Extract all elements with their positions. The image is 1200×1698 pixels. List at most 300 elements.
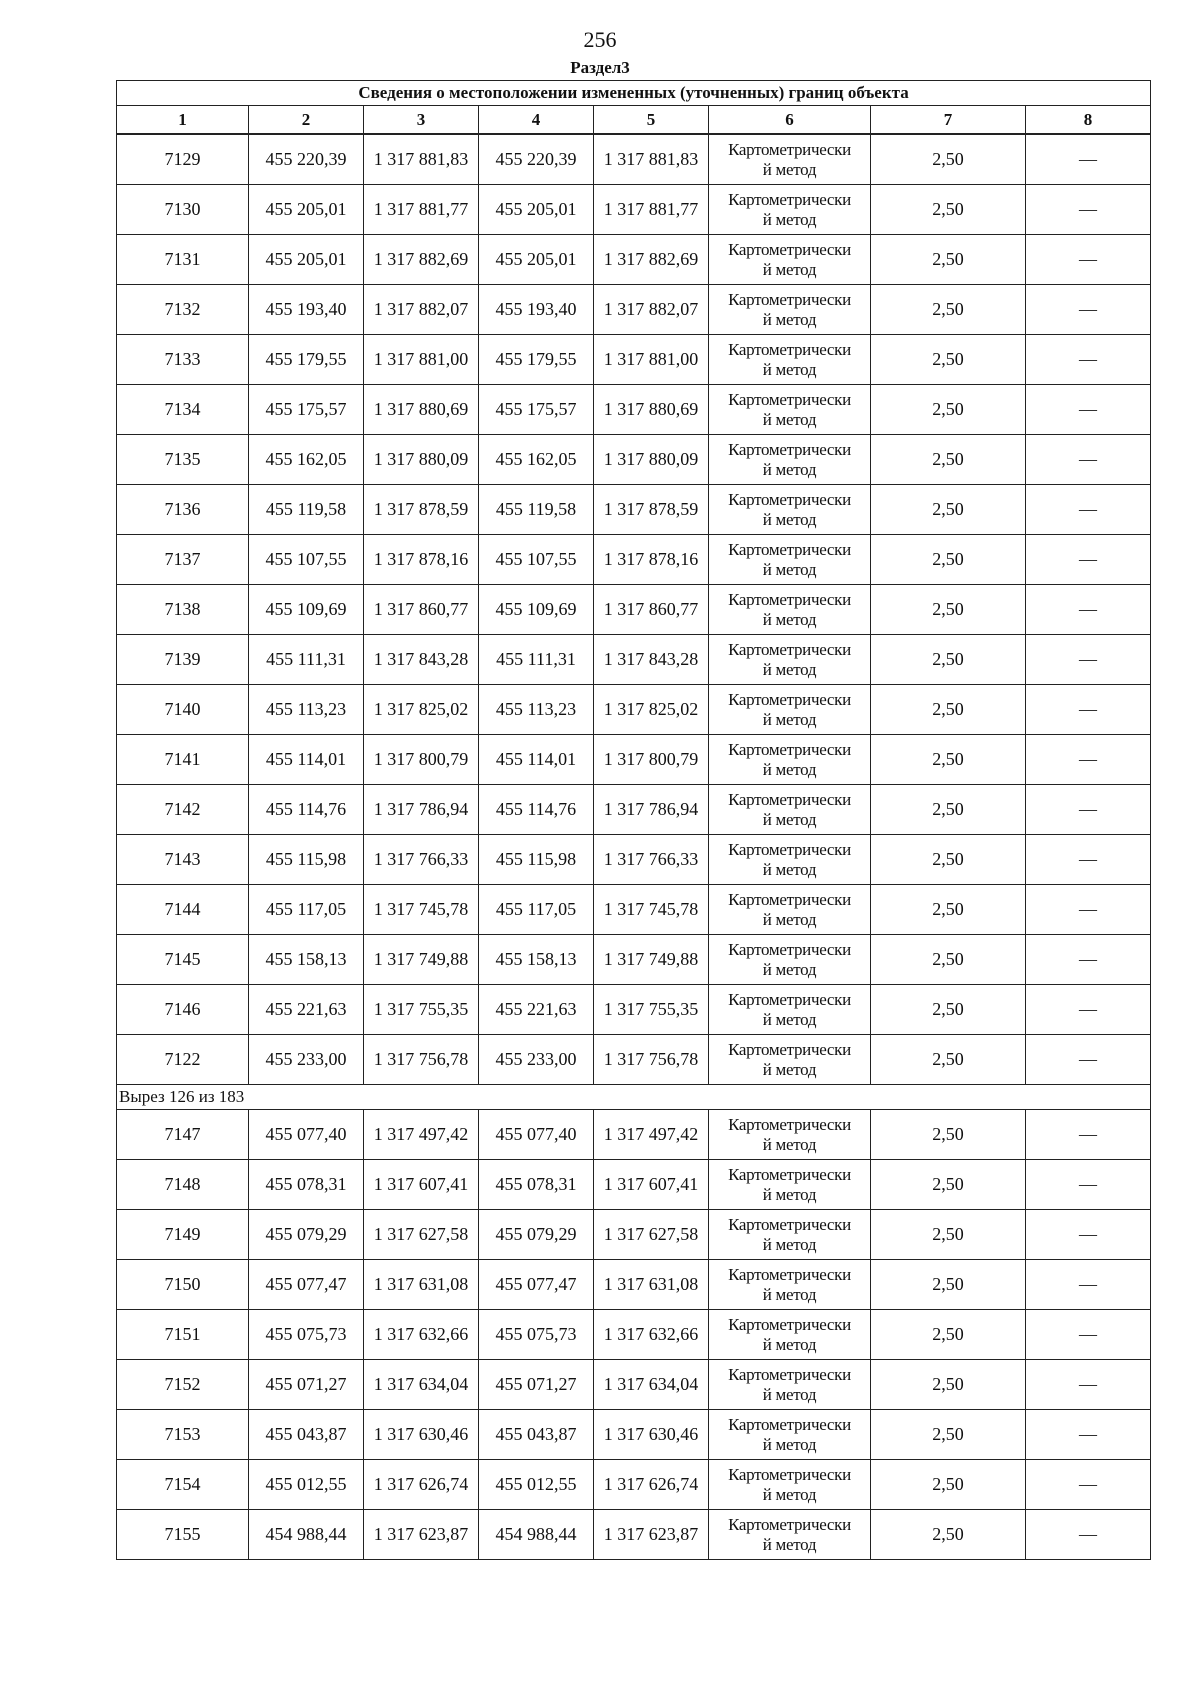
method-line-2: й метод <box>762 659 817 679</box>
existing-x-cell: 455 205,01 <box>249 235 364 285</box>
new-y-cell: 1 317 632,66 <box>594 1310 709 1360</box>
accuracy-cell: 2,50 <box>871 335 1026 385</box>
method-cell <box>709 1510 871 1560</box>
accuracy-cell: 2,50 <box>871 285 1026 335</box>
new-y-cell: 1 317 745,78 <box>594 885 709 935</box>
table-row <box>117 685 1151 735</box>
new-y-cell: 1 317 749,88 <box>594 935 709 985</box>
method-line-1: Картометрически <box>728 489 851 509</box>
new-y-cell: 1 317 607,41 <box>594 1160 709 1210</box>
table-row <box>117 1210 1151 1260</box>
new-x-cell: 455 113,23 <box>479 685 594 735</box>
existing-y-cell: 1 317 878,59 <box>364 485 479 535</box>
existing-y-cell: 1 317 630,46 <box>364 1410 479 1460</box>
method-line-1: Картометрически <box>728 989 851 1009</box>
existing-x-cell: 455 111,31 <box>249 635 364 685</box>
new-x-cell: 455 158,13 <box>479 935 594 985</box>
table-row <box>117 635 1151 685</box>
method-line-2: й метод <box>762 1134 817 1154</box>
method-line-1: Картометрически <box>728 1464 851 1484</box>
method-cell <box>709 1035 871 1085</box>
existing-y-cell: 1 317 843,28 <box>364 635 479 685</box>
method-line-2: й метод <box>762 1234 817 1254</box>
method-line-2: й метод <box>762 259 817 279</box>
accuracy-cell: 2,50 <box>871 835 1026 885</box>
new-x-cell: 455 077,47 <box>479 1260 594 1310</box>
method-line-1: Картометрически <box>728 1164 851 1184</box>
existing-x-cell: 455 113,23 <box>249 685 364 735</box>
new-y-cell: 1 317 881,00 <box>594 335 709 385</box>
new-x-cell: 455 233,00 <box>479 1035 594 1085</box>
method-line-2: й метод <box>762 559 817 579</box>
method-line-1: Картометрически <box>728 1314 851 1334</box>
point-number-cell: 7129 <box>117 134 249 185</box>
method-line-2: й метод <box>762 759 817 779</box>
accuracy-cell: 2,50 <box>871 985 1026 1035</box>
new-y-cell: 1 317 497,42 <box>594 1110 709 1160</box>
method-line-1: Картометрически <box>728 539 851 559</box>
table-caption-row <box>117 81 1151 106</box>
description-cell: — <box>1026 635 1151 685</box>
method-cell <box>709 735 871 785</box>
point-number-cell: 7148 <box>117 1160 249 1210</box>
existing-y-cell: 1 317 497,42 <box>364 1110 479 1160</box>
table-row <box>117 1260 1151 1310</box>
new-y-cell: 1 317 881,83 <box>594 134 709 185</box>
existing-x-cell: 455 221,63 <box>249 985 364 1035</box>
existing-x-cell: 455 158,13 <box>249 935 364 985</box>
existing-y-cell: 1 317 632,66 <box>364 1310 479 1360</box>
new-x-cell: 455 071,27 <box>479 1360 594 1410</box>
new-x-cell: 455 114,01 <box>479 735 594 785</box>
method-cell <box>709 1410 871 1460</box>
existing-y-cell: 1 317 881,00 <box>364 335 479 385</box>
new-y-cell: 1 317 786,94 <box>594 785 709 835</box>
existing-x-cell: 455 071,27 <box>249 1360 364 1410</box>
point-number-cell: 7132 <box>117 285 249 335</box>
table-row <box>117 385 1151 435</box>
method-line-2: й метод <box>762 359 817 379</box>
existing-x-cell: 455 107,55 <box>249 535 364 585</box>
description-cell: — <box>1026 385 1151 435</box>
existing-y-cell: 1 317 882,69 <box>364 235 479 285</box>
new-x-cell: 455 077,40 <box>479 1110 594 1160</box>
description-cell: — <box>1026 935 1151 985</box>
table-row <box>117 1360 1151 1410</box>
new-y-cell: 1 317 843,28 <box>594 635 709 685</box>
description-cell: — <box>1026 1035 1151 1085</box>
accuracy-cell: 2,50 <box>871 385 1026 435</box>
description-cell: — <box>1026 785 1151 835</box>
description-cell: — <box>1026 185 1151 235</box>
method-cell <box>709 685 871 735</box>
point-number-cell: 7130 <box>117 185 249 235</box>
new-y-cell: 1 317 800,79 <box>594 735 709 785</box>
description-cell: — <box>1026 1360 1151 1410</box>
point-number-cell: 7131 <box>117 235 249 285</box>
method-line-2: й метод <box>762 409 817 429</box>
new-y-cell: 1 317 766,33 <box>594 835 709 885</box>
method-line-2: й метод <box>762 809 817 829</box>
existing-x-cell: 455 077,40 <box>249 1110 364 1160</box>
accuracy-cell: 2,50 <box>871 935 1026 985</box>
group-label-row <box>117 1085 1151 1110</box>
description-cell: — <box>1026 1410 1151 1460</box>
accuracy-cell: 2,50 <box>871 1510 1026 1560</box>
method-cell <box>709 1310 871 1360</box>
new-x-cell: 455 012,55 <box>479 1460 594 1510</box>
point-number-cell: 7152 <box>117 1360 249 1410</box>
method-line-2: й метод <box>762 1534 817 1554</box>
method-cell <box>709 635 871 685</box>
table-row <box>117 785 1151 835</box>
method-line-2: й метод <box>762 509 817 529</box>
point-number-cell: 7149 <box>117 1210 249 1260</box>
point-number-cell: 7147 <box>117 1110 249 1160</box>
method-cell <box>709 785 871 835</box>
existing-x-cell: 455 077,47 <box>249 1260 364 1310</box>
method-line-1: Картометрически <box>728 339 851 359</box>
new-y-cell: 1 317 634,04 <box>594 1360 709 1410</box>
column-header: 3 <box>364 106 479 135</box>
method-line-2: й метод <box>762 909 817 929</box>
description-cell: — <box>1026 1510 1151 1560</box>
existing-y-cell: 1 317 825,02 <box>364 685 479 735</box>
table-row <box>117 134 1151 185</box>
accuracy-cell: 2,50 <box>871 685 1026 735</box>
method-cell <box>709 235 871 285</box>
existing-y-cell: 1 317 627,58 <box>364 1210 479 1260</box>
method-line-2: й метод <box>762 959 817 979</box>
existing-y-cell: 1 317 880,69 <box>364 385 479 435</box>
table-row <box>117 1460 1151 1510</box>
point-number-cell: 7134 <box>117 385 249 435</box>
method-line-1: Картометрически <box>728 789 851 809</box>
point-number-cell: 7153 <box>117 1410 249 1460</box>
table-row <box>117 1510 1151 1560</box>
existing-x-cell: 455 179,55 <box>249 335 364 385</box>
description-cell: — <box>1026 885 1151 935</box>
new-y-cell: 1 317 860,77 <box>594 585 709 635</box>
method-cell <box>709 134 871 185</box>
existing-x-cell: 455 175,57 <box>249 385 364 435</box>
new-y-cell: 1 317 881,77 <box>594 185 709 235</box>
table-row <box>117 835 1151 885</box>
existing-y-cell: 1 317 882,07 <box>364 285 479 335</box>
method-line-1: Картометрически <box>728 1514 851 1534</box>
new-y-cell: 1 317 756,78 <box>594 1035 709 1085</box>
accuracy-cell: 2,50 <box>871 435 1026 485</box>
new-x-cell: 455 175,57 <box>479 385 594 435</box>
description-cell: — <box>1026 1210 1151 1260</box>
new-y-cell: 1 317 878,16 <box>594 535 709 585</box>
new-x-cell: 455 075,73 <box>479 1310 594 1360</box>
method-cell <box>709 385 871 435</box>
existing-y-cell: 1 317 800,79 <box>364 735 479 785</box>
method-line-1: Картометрически <box>728 1214 851 1234</box>
column-header: 6 <box>709 106 871 135</box>
new-y-cell: 1 317 627,58 <box>594 1210 709 1260</box>
method-line-2: й метод <box>762 1059 817 1079</box>
method-line-1: Картометрически <box>728 439 851 459</box>
method-cell <box>709 435 871 485</box>
description-cell: — <box>1026 134 1151 185</box>
table-row <box>117 735 1151 785</box>
table-body <box>117 81 1151 1560</box>
description-cell: — <box>1026 285 1151 335</box>
method-cell <box>709 1360 871 1410</box>
description-cell: — <box>1026 235 1151 285</box>
table-row <box>117 485 1151 535</box>
table-row <box>117 935 1151 985</box>
new-y-cell: 1 317 882,69 <box>594 235 709 285</box>
method-line-1: Картометрически <box>728 739 851 759</box>
point-number-cell: 7122 <box>117 1035 249 1085</box>
existing-y-cell: 1 317 631,08 <box>364 1260 479 1310</box>
method-cell <box>709 1210 871 1260</box>
existing-x-cell: 455 205,01 <box>249 185 364 235</box>
method-cell <box>709 585 871 635</box>
method-cell <box>709 1160 871 1210</box>
accuracy-cell: 2,50 <box>871 885 1026 935</box>
new-y-cell: 1 317 755,35 <box>594 985 709 1035</box>
method-line-1: Картометрически <box>728 689 851 709</box>
new-y-cell: 1 317 880,69 <box>594 385 709 435</box>
method-cell <box>709 885 871 935</box>
table-row <box>117 585 1151 635</box>
method-cell <box>709 535 871 585</box>
method-line-2: й метод <box>762 459 817 479</box>
new-x-cell: 455 079,29 <box>479 1210 594 1260</box>
accuracy-cell: 2,50 <box>871 1035 1026 1085</box>
new-x-cell: 455 221,63 <box>479 985 594 1035</box>
existing-y-cell: 1 317 786,94 <box>364 785 479 835</box>
method-line-1: Картометрически <box>728 239 851 259</box>
description-cell: — <box>1026 1260 1151 1310</box>
point-number-cell: 7135 <box>117 435 249 485</box>
point-number-cell: 7154 <box>117 1460 249 1510</box>
method-line-1: Картометрически <box>728 1114 851 1134</box>
method-line-2: й метод <box>762 1484 817 1504</box>
accuracy-cell: 2,50 <box>871 235 1026 285</box>
existing-y-cell: 1 317 880,09 <box>364 435 479 485</box>
accuracy-cell: 2,50 <box>871 1460 1026 1510</box>
table-caption: Сведения о местоположении измененных (уточненных) границ объекта <box>117 81 1151 106</box>
table-row <box>117 1110 1151 1160</box>
column-number-row <box>117 106 1151 135</box>
point-number-cell: 7146 <box>117 985 249 1035</box>
method-line-1: Картометрически <box>728 389 851 409</box>
description-cell: — <box>1026 335 1151 385</box>
new-x-cell: 455 117,05 <box>479 885 594 935</box>
description-cell: — <box>1026 1310 1151 1360</box>
description-cell: — <box>1026 535 1151 585</box>
existing-y-cell: 1 317 634,04 <box>364 1360 479 1410</box>
method-cell <box>709 935 871 985</box>
description-cell: — <box>1026 735 1151 785</box>
new-y-cell: 1 317 626,74 <box>594 1460 709 1510</box>
point-number-cell: 7140 <box>117 685 249 735</box>
point-number-cell: 7139 <box>117 635 249 685</box>
new-x-cell: 455 205,01 <box>479 235 594 285</box>
column-header: 4 <box>479 106 594 135</box>
new-x-cell: 455 111,31 <box>479 635 594 685</box>
new-y-cell: 1 317 630,46 <box>594 1410 709 1460</box>
method-line-2: й метод <box>762 209 817 229</box>
existing-y-cell: 1 317 755,35 <box>364 985 479 1035</box>
method-cell <box>709 1110 871 1160</box>
existing-y-cell: 1 317 749,88 <box>364 935 479 985</box>
existing-x-cell: 455 114,01 <box>249 735 364 785</box>
existing-x-cell: 455 119,58 <box>249 485 364 535</box>
existing-y-cell: 1 317 745,78 <box>364 885 479 935</box>
method-line-1: Картометрически <box>728 289 851 309</box>
method-cell <box>709 1260 871 1310</box>
existing-y-cell: 1 317 878,16 <box>364 535 479 585</box>
accuracy-cell: 2,50 <box>871 1410 1026 1460</box>
method-line-1: Картометрически <box>728 939 851 959</box>
existing-x-cell: 455 115,98 <box>249 835 364 885</box>
new-y-cell: 1 317 880,09 <box>594 435 709 485</box>
method-cell <box>709 1460 871 1510</box>
existing-y-cell: 1 317 607,41 <box>364 1160 479 1210</box>
method-line-1: Картометрически <box>728 589 851 609</box>
method-line-2: й метод <box>762 309 817 329</box>
point-number-cell: 7136 <box>117 485 249 535</box>
method-line-2: й метод <box>762 859 817 879</box>
accuracy-cell: 2,50 <box>871 1160 1026 1210</box>
table-row <box>117 435 1151 485</box>
new-x-cell: 455 220,39 <box>479 134 594 185</box>
new-x-cell: 455 114,76 <box>479 785 594 835</box>
table-row <box>117 885 1151 935</box>
method-cell <box>709 285 871 335</box>
existing-y-cell: 1 317 623,87 <box>364 1510 479 1560</box>
table-row <box>117 335 1151 385</box>
new-x-cell: 455 107,55 <box>479 535 594 585</box>
method-line-1: Картометрически <box>728 639 851 659</box>
table-row <box>117 1310 1151 1360</box>
method-line-1: Картометрически <box>728 1039 851 1059</box>
method-line-1: Картометрически <box>728 1364 851 1384</box>
accuracy-cell: 2,50 <box>871 134 1026 185</box>
existing-y-cell: 1 317 860,77 <box>364 585 479 635</box>
accuracy-cell: 2,50 <box>871 485 1026 535</box>
method-line-2: й метод <box>762 159 817 179</box>
method-line-1: Картометрически <box>728 139 851 159</box>
table-row <box>117 185 1151 235</box>
method-line-1: Картометрически <box>728 1264 851 1284</box>
existing-y-cell: 1 317 881,77 <box>364 185 479 235</box>
existing-x-cell: 455 193,40 <box>249 285 364 335</box>
point-number-cell: 7144 <box>117 885 249 935</box>
new-x-cell: 455 043,87 <box>479 1410 594 1460</box>
new-y-cell: 1 317 623,87 <box>594 1510 709 1560</box>
description-cell: — <box>1026 685 1151 735</box>
existing-x-cell: 455 114,76 <box>249 785 364 835</box>
table-row <box>117 535 1151 585</box>
new-y-cell: 1 317 882,07 <box>594 285 709 335</box>
description-cell: — <box>1026 585 1151 635</box>
method-line-2: й метод <box>762 1334 817 1354</box>
existing-x-cell: 455 109,69 <box>249 585 364 635</box>
table-row <box>117 1035 1151 1085</box>
method-line-2: й метод <box>762 1009 817 1029</box>
new-y-cell: 1 317 825,02 <box>594 685 709 735</box>
column-header: 2 <box>249 106 364 135</box>
boundary-coordinates-table <box>116 80 1151 1560</box>
description-cell: — <box>1026 1110 1151 1160</box>
method-cell <box>709 985 871 1035</box>
point-number-cell: 7142 <box>117 785 249 835</box>
accuracy-cell: 2,50 <box>871 1260 1026 1310</box>
new-x-cell: 455 162,05 <box>479 435 594 485</box>
new-x-cell: 455 078,31 <box>479 1160 594 1210</box>
table-row <box>117 235 1151 285</box>
point-number-cell: 7133 <box>117 335 249 385</box>
method-line-1: Картометрически <box>728 889 851 909</box>
existing-x-cell: 454 988,44 <box>249 1510 364 1560</box>
method-line-2: й метод <box>762 1434 817 1454</box>
new-x-cell: 455 109,69 <box>479 585 594 635</box>
table-row <box>117 1160 1151 1210</box>
new-x-cell: 455 119,58 <box>479 485 594 535</box>
new-x-cell: 455 193,40 <box>479 285 594 335</box>
column-header: 5 <box>594 106 709 135</box>
table-row <box>117 285 1151 335</box>
section-title: Раздел3 <box>570 58 630 77</box>
new-y-cell: 1 317 878,59 <box>594 485 709 535</box>
existing-y-cell: 1 317 766,33 <box>364 835 479 885</box>
description-cell: — <box>1026 1460 1151 1510</box>
method-line-2: й метод <box>762 609 817 629</box>
method-line-2: й метод <box>762 1384 817 1404</box>
description-cell: — <box>1026 485 1151 535</box>
point-number-cell: 7145 <box>117 935 249 985</box>
method-line-1: Картометрически <box>728 839 851 859</box>
accuracy-cell: 2,50 <box>871 1360 1026 1410</box>
table-row <box>117 1410 1151 1460</box>
description-cell: — <box>1026 1160 1151 1210</box>
description-cell: — <box>1026 435 1151 485</box>
accuracy-cell: 2,50 <box>871 1310 1026 1360</box>
point-number-cell: 7151 <box>117 1310 249 1360</box>
new-x-cell: 455 179,55 <box>479 335 594 385</box>
existing-y-cell: 1 317 881,83 <box>364 134 479 185</box>
point-number-cell: 7150 <box>117 1260 249 1310</box>
method-line-2: й метод <box>762 709 817 729</box>
column-header: 1 <box>117 106 249 135</box>
accuracy-cell: 2,50 <box>871 735 1026 785</box>
method-line-2: й метод <box>762 1284 817 1304</box>
accuracy-cell: 2,50 <box>871 1210 1026 1260</box>
group-label: Вырез 126 из 183 <box>117 1085 1151 1110</box>
new-x-cell: 455 115,98 <box>479 835 594 885</box>
method-cell <box>709 485 871 535</box>
existing-x-cell: 455 075,73 <box>249 1310 364 1360</box>
point-number-cell: 7138 <box>117 585 249 635</box>
description-cell: — <box>1026 835 1151 885</box>
method-cell <box>709 185 871 235</box>
method-cell <box>709 835 871 885</box>
table-row <box>117 985 1151 1035</box>
point-number-cell: 7141 <box>117 735 249 785</box>
existing-x-cell: 455 162,05 <box>249 435 364 485</box>
point-number-cell: 7143 <box>117 835 249 885</box>
method-line-1: Картометрически <box>728 1414 851 1434</box>
existing-x-cell: 455 233,00 <box>249 1035 364 1085</box>
existing-x-cell: 455 079,29 <box>249 1210 364 1260</box>
